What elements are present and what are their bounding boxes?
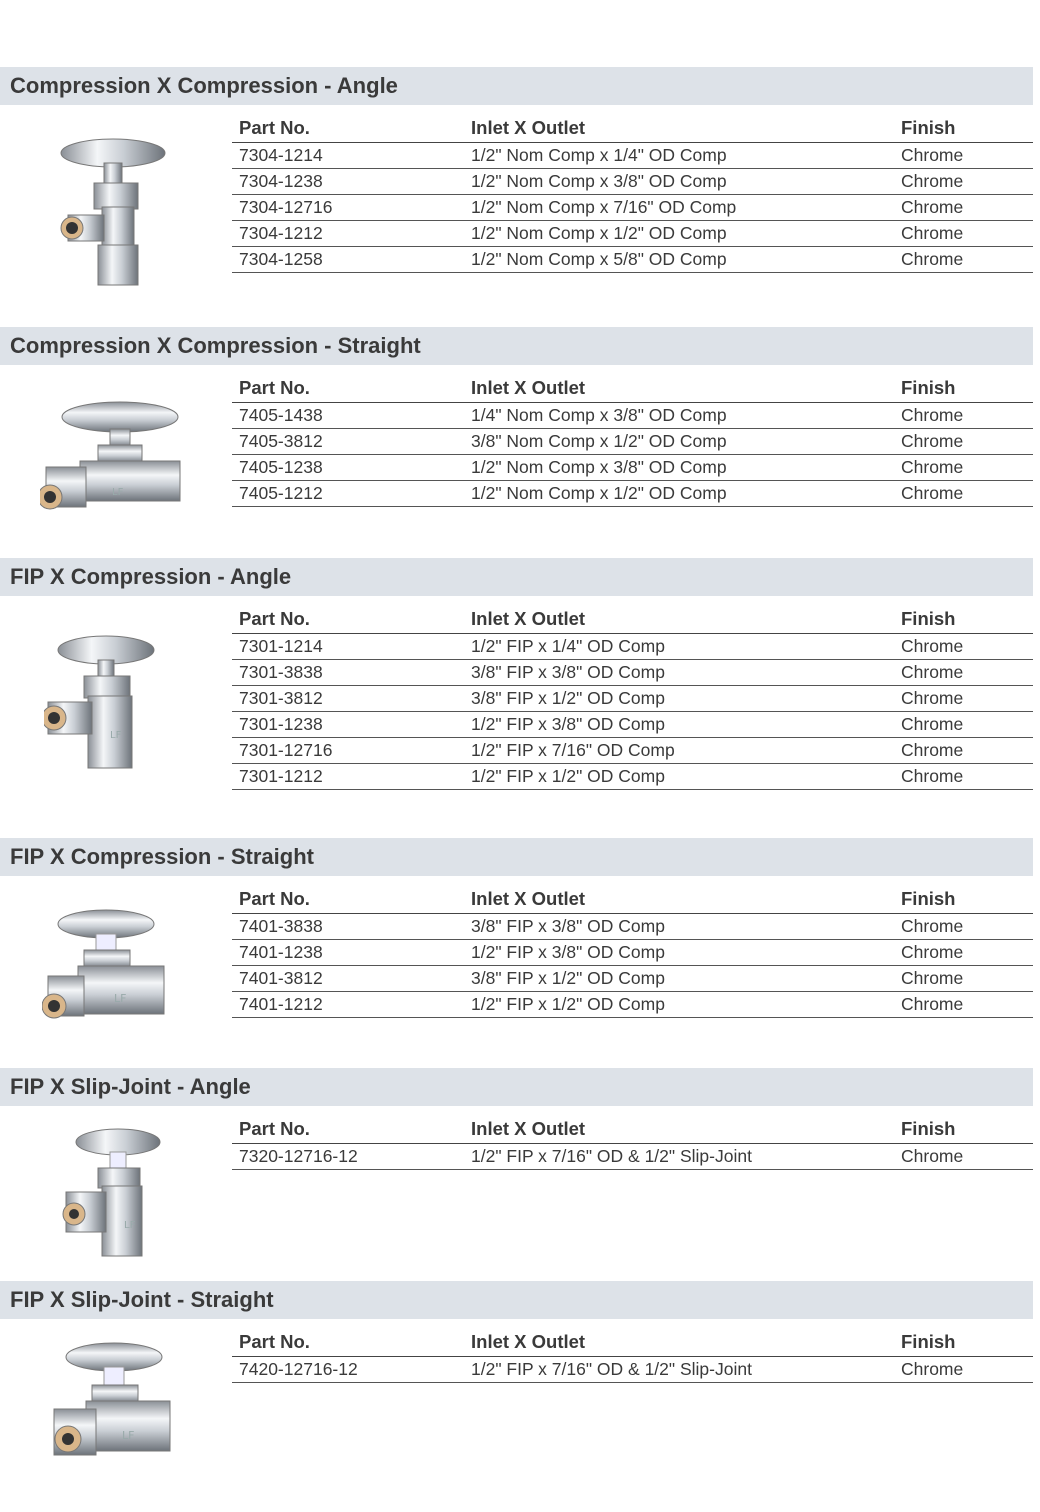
inlet-outlet: 3/8" FIP x 3/8" OD Comp xyxy=(471,916,665,936)
table-row xyxy=(232,195,1033,221)
section-title: FIP X Compression - Straight xyxy=(10,844,314,869)
inlet-outlet: 3/8" FIP x 3/8" OD Comp xyxy=(471,662,665,682)
part-no: 7304-12716 xyxy=(239,197,333,217)
inlet-outlet: 3/8" FIP x 1/2" OD Comp xyxy=(471,688,665,708)
section-title: FIP X Slip-Joint - Straight xyxy=(10,1287,274,1312)
col-header-part-no: Part No. xyxy=(239,608,310,629)
finish: Chrome xyxy=(901,968,964,988)
table-header-row xyxy=(232,1115,1033,1144)
finish: Chrome xyxy=(901,171,964,191)
part-no: 7301-1212 xyxy=(239,766,323,786)
table-row xyxy=(232,1144,1033,1170)
table-header-row xyxy=(232,885,1033,914)
col-header-finish: Finish xyxy=(901,117,956,138)
part-no: 7304-1238 xyxy=(239,171,323,191)
col-header-inlet-outlet: Inlet X Outlet xyxy=(471,1118,586,1139)
straight-valve-product-image xyxy=(52,1339,176,1465)
straight-valve-product-image xyxy=(42,904,170,1030)
inlet-outlet: 1/2" FIP x 7/16" OD & 1/2" Slip-Joint xyxy=(471,1146,752,1166)
col-header-inlet-outlet: Inlet X Outlet xyxy=(471,608,586,629)
part-no: 7401-3812 xyxy=(239,968,323,988)
finish: Chrome xyxy=(901,405,964,425)
part-no: 7405-1238 xyxy=(239,457,323,477)
inlet-outlet: 1/2" FIP x 7/16" OD Comp xyxy=(471,740,675,760)
section-header-band xyxy=(0,67,1033,105)
finish: Chrome xyxy=(901,636,964,656)
finish: Chrome xyxy=(901,994,964,1014)
finish: Chrome xyxy=(901,714,964,734)
section-title: FIP X Slip-Joint - Angle xyxy=(10,1074,251,1099)
finish: Chrome xyxy=(901,766,964,786)
finish: Chrome xyxy=(901,483,964,503)
col-header-part-no: Part No. xyxy=(239,1331,310,1352)
parts-table xyxy=(232,1328,1033,1383)
section-header-band xyxy=(0,1068,1033,1106)
table-row xyxy=(232,712,1033,738)
inlet-outlet: 1/2" Nom Comp x 7/16" OD Comp xyxy=(471,197,737,217)
part-no: 7320-12716-12 xyxy=(239,1146,358,1166)
lf-marking: LF xyxy=(124,1220,136,1231)
part-no: 7304-1212 xyxy=(239,223,323,243)
finish: Chrome xyxy=(901,197,964,217)
parts-table xyxy=(232,1115,1033,1170)
inlet-outlet: 3/8" FIP x 1/2" OD Comp xyxy=(471,968,665,988)
part-no: 7301-3838 xyxy=(239,662,323,682)
section-header-band xyxy=(0,558,1033,596)
parts-table xyxy=(232,374,1033,507)
section-title: Compression X Compression - Straight xyxy=(10,333,421,358)
col-header-inlet-outlet: Inlet X Outlet xyxy=(471,1331,586,1352)
lf-marking: LF xyxy=(114,992,127,1005)
parts-table xyxy=(232,114,1033,273)
col-header-part-no: Part No. xyxy=(239,1118,310,1139)
col-header-inlet-outlet: Inlet X Outlet xyxy=(471,117,586,138)
inlet-outlet: 1/2" FIP x 1/2" OD Comp xyxy=(471,994,665,1014)
part-no: 7405-1212 xyxy=(239,483,323,503)
finish: Chrome xyxy=(901,662,964,682)
part-no: 7304-1214 xyxy=(239,145,323,165)
inlet-outlet: 1/2" Nom Comp x 3/8" OD Comp xyxy=(471,457,727,477)
table-row xyxy=(232,738,1033,764)
table-row xyxy=(232,455,1033,481)
inlet-outlet: 3/8" Nom Comp x 1/2" OD Comp xyxy=(471,431,727,451)
part-no: 7401-1212 xyxy=(239,994,323,1014)
table-row xyxy=(232,247,1033,273)
col-header-finish: Finish xyxy=(901,608,956,629)
part-no: 7304-1258 xyxy=(239,249,323,269)
col-header-part-no: Part No. xyxy=(239,377,310,398)
part-no: 7401-3838 xyxy=(239,916,323,936)
lf-marking: LF xyxy=(122,1429,135,1442)
inlet-outlet: 1/2" FIP x 3/8" OD Comp xyxy=(471,942,665,962)
inlet-outlet: 1/4" Nom Comp x 3/8" OD Comp xyxy=(471,405,727,425)
finish: Chrome xyxy=(901,916,964,936)
finish: Chrome xyxy=(901,457,964,477)
table-row xyxy=(232,634,1033,660)
table-row xyxy=(232,403,1033,429)
inlet-outlet: 1/2" FIP x 1/2" OD Comp xyxy=(471,766,665,786)
part-no: 7301-1238 xyxy=(239,714,323,734)
angle-valve-product-image xyxy=(62,1124,166,1260)
parts-table xyxy=(232,605,1033,790)
col-header-inlet-outlet: Inlet X Outlet xyxy=(471,888,586,909)
section-title: Compression X Compression - Angle xyxy=(10,73,398,98)
lf-marking: LF xyxy=(112,487,124,498)
inlet-outlet: 1/2" FIP x 7/16" OD & 1/2" Slip-Joint xyxy=(471,1359,752,1379)
col-header-finish: Finish xyxy=(901,377,956,398)
table-row xyxy=(232,429,1033,455)
table-header-row xyxy=(232,1328,1033,1357)
section-header-band xyxy=(0,838,1033,876)
table-row xyxy=(232,143,1033,169)
part-no: 7401-1238 xyxy=(239,942,323,962)
lf-marking: LF xyxy=(110,730,122,741)
inlet-outlet: 1/2" Nom Comp x 1/2" OD Comp xyxy=(471,223,727,243)
section-header-band xyxy=(0,1281,1033,1319)
section-header-band xyxy=(0,327,1033,365)
table-row xyxy=(232,660,1033,686)
table-header-row xyxy=(232,605,1033,634)
finish: Chrome xyxy=(901,1359,964,1379)
table-header-row xyxy=(232,374,1033,403)
part-no: 7405-3812 xyxy=(239,431,323,451)
inlet-outlet: 1/2" Nom Comp x 3/8" OD Comp xyxy=(471,171,727,191)
col-header-finish: Finish xyxy=(901,1331,956,1352)
table-row xyxy=(232,221,1033,247)
finish: Chrome xyxy=(901,740,964,760)
inlet-outlet: 1/2" Nom Comp x 5/8" OD Comp xyxy=(471,249,727,269)
finish: Chrome xyxy=(901,223,964,243)
table-row xyxy=(232,966,1033,992)
table-row xyxy=(232,764,1033,790)
col-header-inlet-outlet: Inlet X Outlet xyxy=(471,377,586,398)
part-no: 7405-1438 xyxy=(239,405,323,425)
finish: Chrome xyxy=(901,1146,964,1166)
angle-valve-product-image xyxy=(58,133,178,293)
inlet-outlet: 1/2" FIP x 3/8" OD Comp xyxy=(471,714,665,734)
part-no: 7301-1214 xyxy=(239,636,323,656)
finish: Chrome xyxy=(901,249,964,269)
table-row xyxy=(232,481,1033,507)
table-row xyxy=(232,940,1033,966)
part-no: 7420-12716-12 xyxy=(239,1359,358,1379)
finish: Chrome xyxy=(901,942,964,962)
col-header-finish: Finish xyxy=(901,1118,956,1139)
table-row xyxy=(232,169,1033,195)
inlet-outlet: 1/2" Nom Comp x 1/4" OD Comp xyxy=(471,145,727,165)
straight-valve-product-image xyxy=(40,397,185,522)
angle-valve-product-image xyxy=(44,630,162,778)
table-header-row xyxy=(232,114,1033,143)
finish: Chrome xyxy=(901,688,964,708)
col-header-finish: Finish xyxy=(901,888,956,909)
part-no: 7301-3812 xyxy=(239,688,323,708)
inlet-outlet: 1/2" Nom Comp x 1/2" OD Comp xyxy=(471,483,727,503)
table-row xyxy=(232,686,1033,712)
part-no: 7301-12716 xyxy=(239,740,333,760)
table-row xyxy=(232,1357,1033,1383)
finish: Chrome xyxy=(901,145,964,165)
inlet-outlet: 1/2" FIP x 1/4" OD Comp xyxy=(471,636,665,656)
col-header-part-no: Part No. xyxy=(239,117,310,138)
table-row xyxy=(232,992,1033,1018)
section-title: FIP X Compression - Angle xyxy=(10,564,292,589)
table-row xyxy=(232,914,1033,940)
col-header-part-no: Part No. xyxy=(239,888,310,909)
parts-table xyxy=(232,885,1033,1018)
finish: Chrome xyxy=(901,431,964,451)
